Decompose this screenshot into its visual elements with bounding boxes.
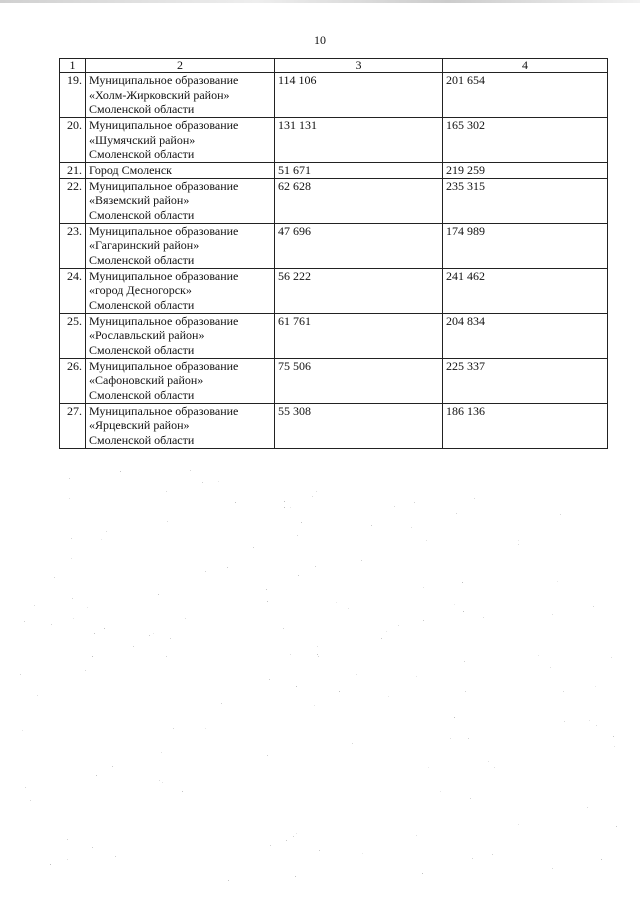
- scan-speckle: [221, 703, 222, 704]
- scan-speckle: [593, 606, 594, 607]
- scan-speckle: [416, 835, 417, 836]
- scan-speckle: [92, 847, 93, 848]
- value-col4: 235 315: [443, 178, 608, 223]
- scan-speckle: [398, 625, 399, 626]
- row-number: 24.: [60, 268, 86, 313]
- scan-speckle: [595, 686, 596, 687]
- scan-speckle: [162, 782, 163, 783]
- scan-speckle: [96, 775, 97, 776]
- scan-speckle: [284, 507, 285, 508]
- municipality-name: [86, 403, 275, 448]
- scan-speckle: [371, 525, 372, 526]
- municipality-name-line: «город Десногорск»: [89, 283, 192, 297]
- scan-speckle: [613, 736, 614, 737]
- value-col3: 56 222: [275, 268, 443, 313]
- scan-speckle: [601, 859, 602, 860]
- scan-speckle: [161, 752, 162, 753]
- municipality-name-line: Смоленской области: [89, 102, 195, 116]
- scan-speckle: [202, 482, 203, 483]
- municipality-name-line: «Гагаринский район»: [89, 238, 200, 252]
- scan-speckle: [73, 618, 74, 619]
- row-number: 21.: [60, 163, 86, 179]
- scan-speckle: [611, 657, 612, 658]
- scan-speckle: [133, 646, 134, 647]
- table-row: [60, 118, 608, 163]
- table-row: [60, 73, 608, 118]
- scan-speckle: [454, 717, 455, 718]
- scan-speckle: [112, 766, 113, 767]
- scan-speckle: [552, 614, 553, 615]
- scan-speckle: [20, 674, 21, 675]
- scan-speckle: [190, 470, 191, 471]
- scan-speckle: [538, 655, 539, 656]
- scan-speckle: [185, 618, 186, 619]
- scan-speckle: [295, 876, 296, 877]
- scan-speckle: [67, 839, 68, 840]
- scan-speckle: [85, 670, 86, 671]
- scan-speckle: [69, 498, 70, 499]
- table-row: [60, 313, 608, 358]
- scan-speckle: [483, 617, 484, 618]
- row-number: 25.: [60, 313, 86, 358]
- scan-speckle: [296, 833, 297, 834]
- scan-speckle: [470, 798, 471, 799]
- scan-speckle: [120, 471, 121, 472]
- scan-speckle: [465, 691, 466, 692]
- scan-speckle: [423, 620, 424, 621]
- scan-speckle: [386, 631, 387, 632]
- table-row: [60, 163, 608, 179]
- header-cell-3: 3: [275, 59, 443, 73]
- scan-speckle: [71, 558, 72, 559]
- scan-speckle: [167, 521, 168, 522]
- scan-speckle: [37, 695, 38, 696]
- scan-speckle: [318, 656, 319, 657]
- scan-speckle: [589, 720, 590, 721]
- scan-speckle: [356, 674, 357, 675]
- header-cell-2: 2: [86, 59, 275, 73]
- value-col3: 47 696: [275, 223, 443, 268]
- scan-speckle: [296, 686, 297, 687]
- scan-speckle: [92, 656, 93, 657]
- municipality-name: [86, 223, 275, 268]
- scan-speckle: [428, 767, 429, 768]
- municipality-name-line: Муниципальное образование: [89, 223, 239, 238]
- scan-speckle: [159, 780, 160, 781]
- scan-top-edge: [0, 0, 640, 3]
- value-col4: 219 259: [443, 163, 608, 179]
- scan-speckle: [170, 638, 171, 639]
- scan-speckle: [518, 544, 519, 545]
- row-number: 20.: [60, 118, 86, 163]
- scan-speckle: [182, 791, 183, 792]
- row-number: 22.: [60, 178, 86, 223]
- scan-speckle: [464, 661, 465, 662]
- scan-speckle: [115, 856, 116, 857]
- scan-speckle: [462, 582, 463, 583]
- scan-speckle: [266, 589, 267, 590]
- municipality-name-line: Смоленской области: [89, 432, 195, 447]
- scan-speckle: [94, 633, 95, 634]
- header-cell-4: 4: [443, 59, 608, 73]
- scan-speckle: [87, 607, 88, 608]
- scan-speckle: [518, 540, 519, 541]
- scan-speckle: [297, 535, 298, 536]
- scan-speckle: [106, 531, 107, 532]
- municipality-name-line: Смоленской области: [89, 297, 195, 312]
- municipality-name: [86, 313, 275, 358]
- scan-speckle: [284, 501, 285, 502]
- municipality-name-line: Муниципальное образование: [89, 313, 239, 328]
- scan-speckle: [336, 602, 337, 603]
- scan-speckle: [69, 478, 70, 479]
- scan-speckle: [312, 496, 313, 497]
- municipality-name: [86, 358, 275, 403]
- scan-speckle: [362, 853, 363, 854]
- scan-speckle: [454, 604, 455, 605]
- scan-speckle: [494, 767, 495, 768]
- scan-speckle: [314, 705, 315, 706]
- municipality-name-line: «Холм-Жирковский район»: [89, 87, 230, 102]
- scan-speckle: [614, 746, 615, 747]
- data-table: [59, 58, 608, 449]
- scan-speckle: [319, 850, 320, 851]
- scan-speckle: [67, 859, 68, 860]
- scan-speckle: [317, 654, 318, 655]
- page-number: 10: [314, 33, 326, 47]
- scan-speckle: [158, 594, 159, 595]
- municipality-name-line: Смоленской области: [89, 387, 195, 402]
- scan-speckle: [616, 826, 617, 827]
- scan-speckle: [315, 566, 316, 567]
- scan-speckle: [34, 605, 35, 606]
- municipality-name-line: Муниципальное образование: [89, 358, 239, 373]
- scan-speckle: [316, 491, 317, 492]
- municipality-name: [86, 118, 275, 163]
- scan-speckle: [30, 800, 31, 801]
- row-number: 23.: [60, 223, 86, 268]
- scan-speckle: [290, 654, 291, 655]
- municipality-name-line: «Вяземский район»: [89, 193, 190, 207]
- scan-speckle: [24, 621, 25, 622]
- scan-speckle: [205, 571, 206, 572]
- scan-speckle: [339, 691, 340, 692]
- scan-speckle: [227, 567, 228, 568]
- table-header-row: [60, 59, 608, 73]
- scan-speckle: [50, 864, 51, 865]
- scan-speckle: [414, 502, 415, 503]
- value-col3: 75 506: [275, 358, 443, 403]
- municipality-name: [86, 178, 275, 223]
- scan-speckle: [218, 481, 219, 482]
- scan-speckle: [456, 513, 457, 514]
- value-col4: 201 654: [443, 73, 608, 118]
- value-col3: 55 308: [275, 403, 443, 448]
- value-col3: 51 671: [275, 163, 443, 179]
- scan-speckle: [563, 691, 564, 692]
- municipality-name-line: Муниципальное образование: [89, 403, 239, 418]
- scan-speckle: [293, 836, 294, 837]
- scan-speckle: [381, 638, 382, 639]
- scan-speckle: [596, 725, 597, 726]
- scan-speckle: [488, 761, 489, 762]
- scan-speckle: [301, 522, 302, 523]
- table-row: [60, 268, 608, 313]
- value-col3: 62 628: [275, 178, 443, 223]
- value-col3: 61 761: [275, 313, 443, 358]
- scan-speckle: [468, 738, 469, 739]
- scan-speckle: [394, 506, 395, 507]
- scan-speckle: [104, 628, 105, 629]
- scan-speckle: [290, 507, 291, 508]
- scan-speckle: [472, 858, 473, 859]
- scan-speckle: [317, 646, 318, 647]
- scan-speckle: [361, 560, 362, 561]
- scan-speckle: [587, 807, 588, 808]
- value-col4: 204 834: [443, 313, 608, 358]
- value-col4: 241 462: [443, 268, 608, 313]
- scan-speckle: [474, 498, 475, 499]
- scan-speckle: [564, 721, 565, 722]
- municipality-name: [86, 268, 275, 313]
- scan-speckle: [228, 880, 229, 881]
- scan-speckle: [153, 633, 154, 634]
- scan-speckle: [426, 540, 427, 541]
- scan-speckle: [352, 743, 353, 744]
- table-row: [60, 403, 608, 448]
- row-number: 19.: [60, 73, 86, 118]
- scan-speckle: [416, 676, 417, 677]
- municipality-name-line: «Шумячский район»: [89, 132, 196, 147]
- municipality-name-line: Смоленской области: [89, 342, 195, 357]
- municipality-name-line: «Ярцевский район»: [89, 418, 190, 432]
- scan-speckle: [423, 587, 424, 588]
- value-col4: 225 337: [443, 358, 608, 403]
- municipality-name-line: Муниципальное образование: [89, 268, 239, 283]
- scan-speckle: [235, 502, 236, 503]
- scan-speckle: [22, 730, 23, 731]
- scan-speckle: [166, 656, 167, 657]
- scan-speckle: [557, 581, 558, 582]
- table-row: [60, 178, 608, 223]
- scan-speckle: [492, 854, 493, 855]
- scan-speckle: [270, 845, 271, 846]
- scan-speckle: [269, 679, 270, 680]
- value-col3: 114 106: [275, 73, 443, 118]
- row-number: 26.: [60, 358, 86, 403]
- scan-speckle: [71, 538, 72, 539]
- table-body: [60, 59, 608, 449]
- value-col3: 131 131: [275, 118, 443, 163]
- scan-speckle: [25, 787, 26, 788]
- municipality-name-line: Смоленской области: [89, 252, 195, 267]
- scan-speckle: [149, 635, 150, 636]
- scan-speckle: [72, 598, 73, 599]
- value-col4: 174 989: [443, 223, 608, 268]
- scan-speckle: [388, 696, 389, 697]
- municipality-name-line: «Рославльский район»: [89, 328, 205, 342]
- municipality-name-line: Город Смоленск: [89, 163, 172, 177]
- row-number: 27.: [60, 403, 86, 448]
- municipality-name-line: Муниципальное образование: [89, 118, 239, 132]
- municipality-name-line: Смоленской области: [89, 147, 195, 161]
- municipality-name-line: Муниципальное образование: [89, 178, 239, 193]
- scan-speckle: [51, 624, 52, 625]
- scan-speckle: [298, 575, 299, 576]
- scan-speckle: [101, 539, 102, 540]
- scan-speckle: [348, 608, 349, 609]
- scan-speckle: [267, 601, 268, 602]
- scan-speckle: [205, 728, 206, 729]
- scan-speckle: [54, 577, 55, 578]
- scan-speckle: [440, 791, 441, 792]
- header-cell-1: 1: [60, 59, 86, 73]
- value-col4: 186 136: [443, 403, 608, 448]
- scan-speckle: [560, 514, 561, 515]
- table-row: [60, 358, 608, 403]
- scan-speckle: [422, 873, 423, 874]
- scan-speckle: [552, 868, 553, 869]
- table-row: [60, 223, 608, 268]
- municipality-name: [86, 73, 275, 118]
- scan-speckle: [173, 728, 174, 729]
- scan-speckle: [267, 755, 268, 756]
- scan-speckle: [411, 527, 412, 528]
- scan-speckle: [518, 824, 519, 825]
- scan-speckle: [283, 628, 284, 629]
- scan-speckle: [463, 611, 464, 612]
- value-col4: 165 302: [443, 118, 608, 163]
- scan-speckle: [166, 491, 167, 492]
- scan-speckle: [253, 547, 254, 548]
- scan-speckle: [286, 840, 287, 841]
- scan-speckle: [550, 667, 551, 668]
- municipality-name-line: Смоленской области: [89, 207, 195, 222]
- municipality-name-line: Муниципальное образование: [89, 73, 239, 87]
- municipality-name-line: «Сафоновский район»: [89, 373, 204, 387]
- scan-speckle: [450, 738, 451, 739]
- municipality-name: [86, 163, 275, 179]
